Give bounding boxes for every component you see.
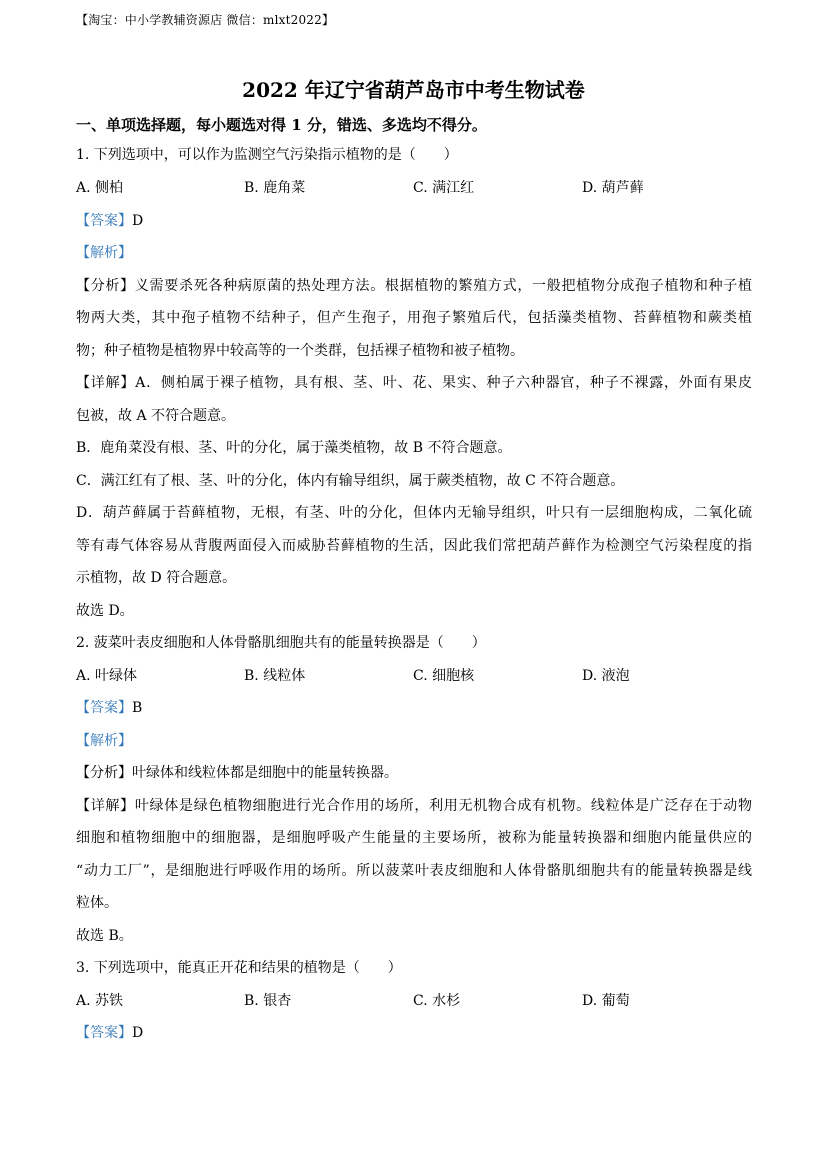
option-d: D. 液泡 [582, 668, 630, 684]
page-title: 2022 年辽宁省葫芦岛市中考生物试卷 [242, 78, 585, 102]
explanation-line: 细胞和植物细胞中的细胞器，是细胞呼吸产生能量的主要场所，被称为能量转换器和细胞内能量供应的 [76, 830, 752, 846]
answer-line [76, 1023, 752, 1043]
explanation-line: B．鹿角菜没有根、茎、叶的分化，属于藻类植物，故 B 不符合题意。 [76, 440, 512, 456]
option-c: C. 满江红 [413, 180, 475, 196]
explanation-line: 物；种子植物是植物界中较高等的一个类群，包括裸子植物和被子植物。 [76, 343, 524, 359]
answer-label: 【答案】 [76, 213, 132, 229]
question-stem: 1. 下列选项中，可以作为监测空气污染指示植物的是（ ） [76, 147, 458, 163]
explanation-line: C．满江红有了根、茎、叶的分化，体内有输导组织，属于蕨类植物，故 C 不符合题意。 [76, 473, 625, 489]
option-b: B. 鹿角菜 [244, 180, 306, 196]
section-heading: 一、单项选择题，每小题选对得 1 分，错选、多选均不得分。 [76, 116, 487, 134]
answer-value: B [132, 700, 143, 716]
option-b: B. 银杏 [244, 993, 292, 1009]
explanation-line: 【分析】叶绿体和线粒体都是细胞中的能量转换器。 [76, 765, 398, 781]
answer-label: 【答案】 [76, 1025, 132, 1041]
option-d: D. 葫芦藓 [582, 180, 644, 196]
option-a: A. 侧柏 [76, 180, 124, 196]
answer-value: D [132, 213, 144, 229]
answer-label: 【答案】 [76, 700, 132, 716]
explanation-line: 示植物，故 D 符合题意。 [76, 570, 237, 586]
explanation-line: 故选 B。 [76, 928, 133, 944]
answer-value: D [132, 1025, 144, 1041]
explanation-line: 包被，故 A 不符合题意。 [76, 408, 236, 424]
analysis-label: 【解析】 [76, 245, 132, 261]
answer-line [76, 211, 752, 231]
explanation-line: 等有毒气体容易从背腹两面侵入而威胁苔藓植物的生活，因此我们常把葫芦藓作为检测空气污染程度的指 [76, 538, 752, 554]
answer-line [76, 698, 752, 718]
analysis-label: 【解析】 [76, 733, 132, 749]
question-stem: 3. 下列选项中，能真正开花和结果的植物是（ ） [76, 960, 402, 976]
explanation-line: 【分析】义需要杀死各种病原菌的热处理方法。根据植物的繁殖方式，一般把植物分成孢子植物和种子植 [76, 278, 752, 294]
explanation-line: 故选 D。 [76, 603, 134, 619]
explanation-line: 粒体。 [76, 895, 118, 911]
explanation-line: 物两大类，其中孢子植物不结种子，但产生孢子，用孢子繁殖后代，包括藻类植物、苔藓植物和蕨类植 [76, 310, 752, 326]
header-note: 【淘宝：中小学教辅资源店 微信：mlxt2022】 [76, 13, 335, 27]
option-b: B. 线粒体 [244, 668, 306, 684]
option-c: C. 细胞核 [413, 668, 475, 684]
explanation-line: “动力工厂”，是细胞进行呼吸作用的场所。所以菠菜叶表皮细胞和人体骨骼肌细胞共有的能量转换器是线 [76, 863, 752, 879]
option-d: D. 葡萄 [582, 993, 630, 1009]
option-a: A. 叶绿体 [76, 668, 138, 684]
explanation-line: 【详解】叶绿体是绿色植物细胞进行光合作用的场所，利用无机物合成有机物。线粒体是广泛存在于动物 [76, 798, 752, 814]
explanation-line: 【详解】A．侧柏属于裸子植物，具有根、茎、叶、花、果实、种子六种器官，种子不裸露，外面有果皮 [76, 375, 752, 391]
option-c: C. 水杉 [413, 993, 461, 1009]
option-a: A. 苏铁 [76, 993, 124, 1009]
question-stem: 2. 菠菜叶表皮细胞和人体骨骼肌细胞共有的能量转换器是（ ） [76, 635, 486, 651]
explanation-line: D．葫芦藓属于苔藓植物，无根，有茎、叶的分化，但体内无输导组织，叶只有一层细胞构成，二氧化硫 [76, 505, 752, 521]
